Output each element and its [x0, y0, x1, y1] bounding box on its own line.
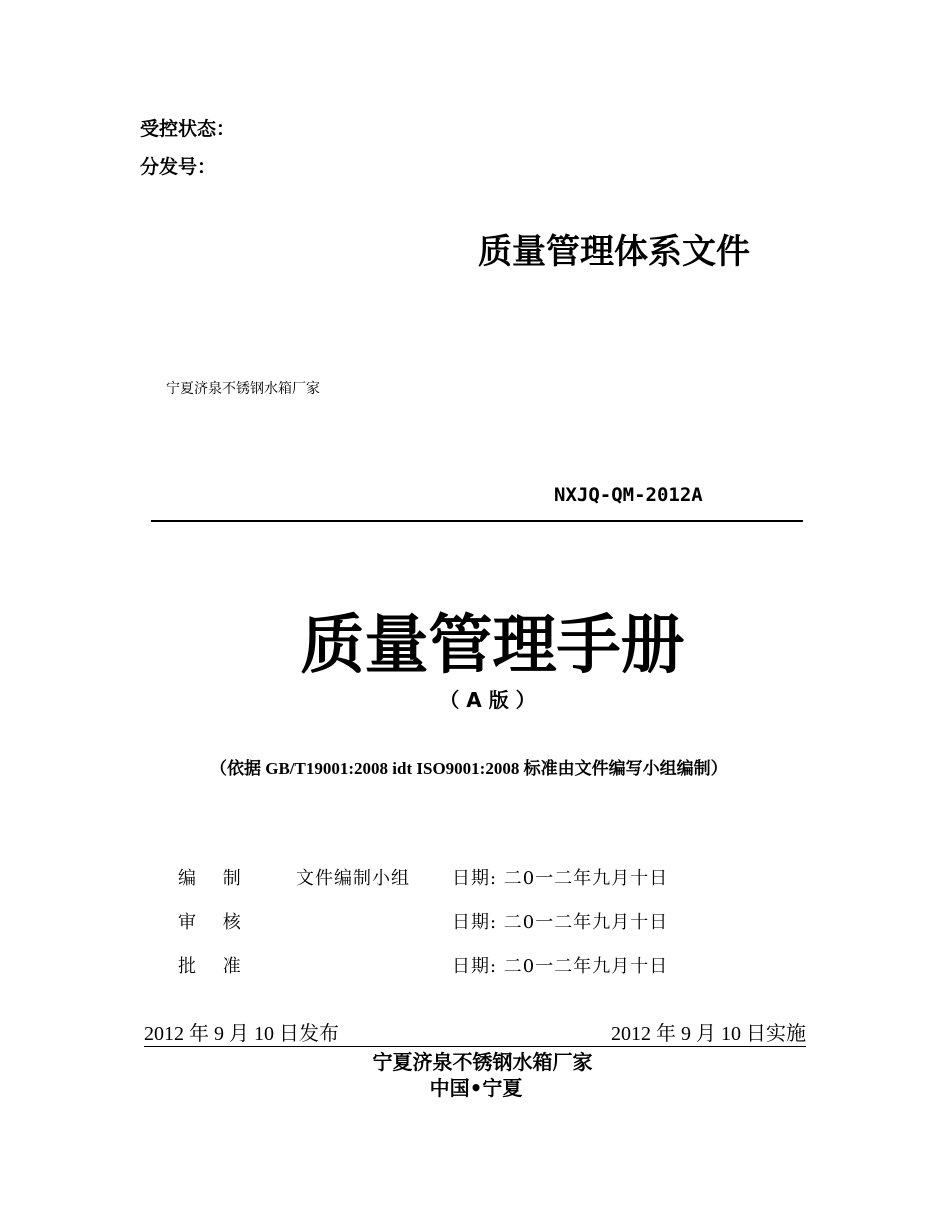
- effective-date: 2012 年 9 月 10 日实施: [611, 1023, 806, 1045]
- release-date: 2012 年 9 月 10 日发布: [144, 1023, 339, 1045]
- footer-location: 中国•宁夏: [429, 1076, 523, 1100]
- signoff-role-approved: 批 准: [178, 956, 242, 977]
- distribution-number-label: 分发号：: [140, 156, 217, 178]
- control-status-label: 受控状态：: [140, 118, 236, 140]
- document-kind-heading: 质量管理体系文件: [478, 232, 750, 272]
- signoff-name-prepared: 文件编制小组: [296, 868, 410, 889]
- company-name-small: 宁夏济泉不锈钢水箱厂家: [166, 381, 320, 397]
- signoff-role-prepared: 编 制: [178, 868, 242, 889]
- signoff-date-prepared: 日期: 二0一二年九月十日: [452, 868, 669, 889]
- signoff-role-reviewed: 审 核: [178, 912, 242, 933]
- standard-basis-note: （依据 GB/T19001:2008 idt ISO9001:2008 标准由文件编写小组编制）: [210, 759, 728, 778]
- signoff-date-approved: 日期: 二0一二年九月十日: [452, 956, 669, 977]
- signoff-date-reviewed: 日期: 二0一二年九月十日: [452, 912, 669, 933]
- release-effective-dates: [144, 1022, 806, 1047]
- header-divider: [151, 520, 803, 522]
- page-title: 质量管理手册: [300, 609, 685, 683]
- footer-company-name: 宁夏济泉不锈钢水箱厂家: [372, 1050, 593, 1074]
- document-code: NXJQ-QM-2012A: [554, 484, 703, 506]
- edition-label: （ A 版 ）: [439, 688, 536, 712]
